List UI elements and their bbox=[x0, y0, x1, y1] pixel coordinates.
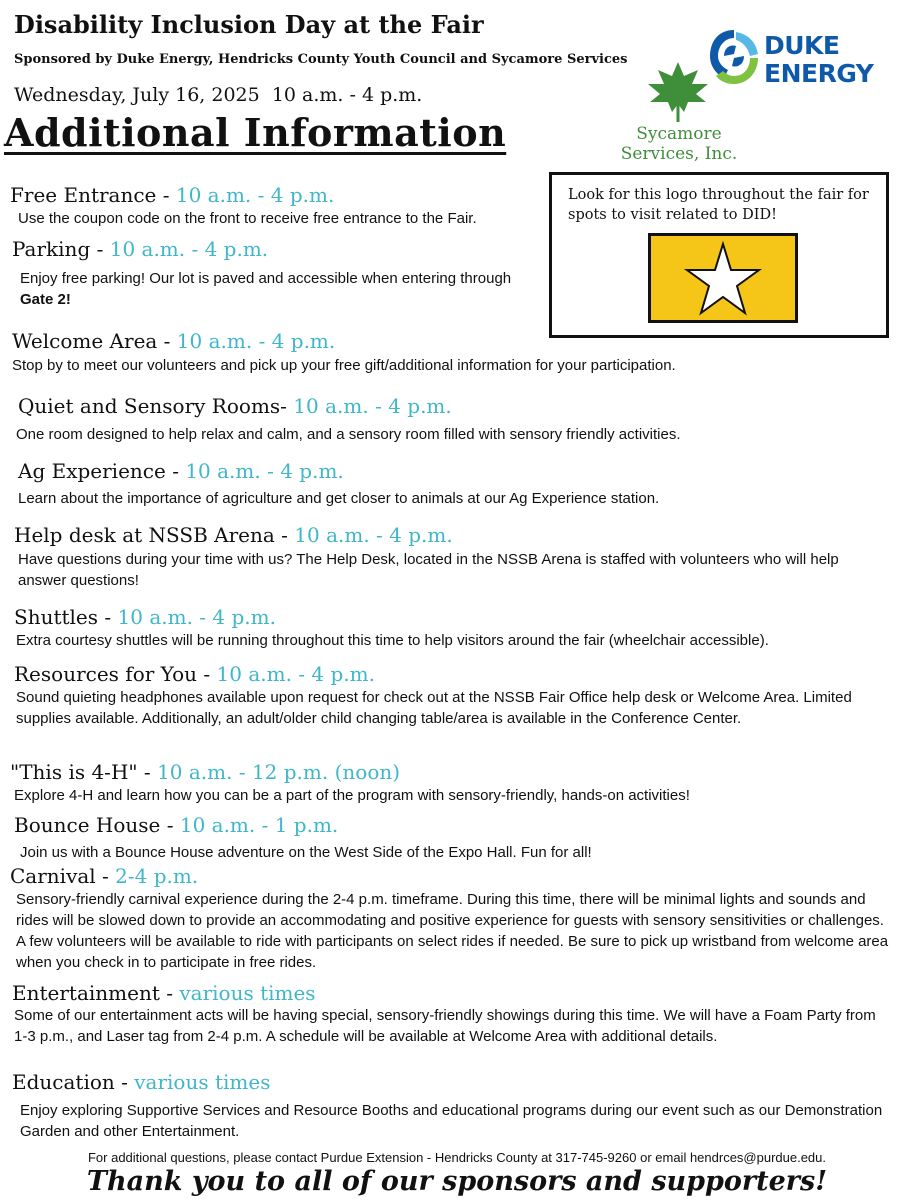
item-desc-carnival: Sensory-friendly carnival experience during the 2-4 p.m. timeframe. During this time, there will be minimal lights and sounds and rides will be slowed down to provide an accommodating and positive experience for guests with sensory sensitivities or challenges. A few volunteers will be available to ride with participants on select rides if needed. Be sure to pick up wristband from welcome area when you check in to participate in free rides. bbox=[16, 891, 889, 971]
item-heading-this-is-4h bbox=[10, 760, 400, 784]
item-heading-bounce-house bbox=[14, 813, 338, 837]
star-icon bbox=[651, 236, 795, 320]
item-desc-quiet-rooms: One room designed to help relax and calm, and a sensory room filled with sensory friendly activities. bbox=[16, 426, 681, 443]
item-name: Help desk at NSSB Arena - bbox=[14, 523, 295, 547]
item-name: Shuttles - bbox=[14, 605, 118, 629]
item-desc-entertainment: Some of our entertainment acts will be having special, sensory-friendly showings during this time. We will have a Foam Party from 1-3 p.m., and Laser tag from 2-4 p.m. A schedule will be available at Welcome Area with additional details. bbox=[14, 1007, 876, 1045]
item-desc-shuttles: Extra courtesy shuttles will be running throughout this time to help visitors around the fair (wheelchair accessible). bbox=[16, 632, 769, 649]
item-heading-carnival bbox=[10, 864, 198, 888]
item-name: Quiet and Sensory Rooms- bbox=[18, 394, 294, 418]
item-time: various times bbox=[179, 981, 316, 1005]
sycamore-services-logo bbox=[590, 60, 760, 166]
item-time: 10 a.m. - 4 p.m. bbox=[294, 523, 453, 547]
item-heading-quiet-rooms bbox=[18, 394, 452, 418]
item-desc-resources: Sound quieting headphones available upon request for check out at the NSSB Fair Office help desk or Welcome Area. Limited supplies available. Additionally, an adult/older child changing table/area is available in the Conference Center. bbox=[16, 689, 852, 727]
item-name: Education - bbox=[12, 1070, 135, 1094]
thank-you-line: Thank you to all of our sponsors and supporters! bbox=[86, 1166, 828, 1197]
item-desc-parking bbox=[20, 268, 520, 310]
item-desc-this-is-4h: Explore 4-H and learn how you can be a part of the program with sensory-friendly, hands-on activities! bbox=[14, 787, 690, 804]
item-time: 10 a.m. - 4 p.m. bbox=[216, 662, 375, 686]
event-date: Wednesday, July 16, 2025 bbox=[14, 84, 260, 106]
duke-logo-line2: ENERGY bbox=[764, 59, 874, 88]
item-heading-resources bbox=[14, 662, 375, 686]
section-title: Additional Information bbox=[4, 110, 507, 155]
item-desc-free-entrance: Use the coupon code on the front to receive free entrance to the Fair. bbox=[18, 210, 477, 227]
item-time: 10 a.m. - 4 p.m. bbox=[117, 605, 276, 629]
item-time: 10 a.m. - 12 p.m. (noon) bbox=[157, 760, 401, 784]
item-name: Entertainment - bbox=[12, 981, 180, 1005]
event-date-line bbox=[14, 84, 422, 106]
item-time: 10 a.m. - 4 p.m. bbox=[175, 183, 335, 207]
did-logo bbox=[648, 233, 798, 323]
item-name: Resources for You - bbox=[14, 662, 217, 686]
item-time: 10 a.m. - 4 p.m. bbox=[293, 394, 452, 418]
item-time: 10 a.m. - 1 p.m. bbox=[179, 813, 339, 837]
item-heading-entertainment bbox=[12, 981, 316, 1005]
item-desc-ag-experience: Learn about the importance of agriculture and get closer to animals at our Ag Experience station. bbox=[18, 490, 660, 507]
gate-emphasis: Gate 2! bbox=[20, 291, 71, 308]
item-name: Ag Experience - bbox=[18, 459, 186, 483]
item-name: Welcome Area - bbox=[12, 329, 177, 353]
item-heading-free-entrance bbox=[10, 183, 334, 207]
contact-line: For additional questions, please contact Purdue Extension - Hendricks County at 317-745-9260 or email hendrces@purdue.edu. bbox=[87, 1150, 827, 1165]
item-name: "This is 4-H" - bbox=[10, 760, 158, 784]
item-name: Carnival - bbox=[10, 864, 116, 888]
item-desc-bounce-house: Join us with a Bounce House adventure on the West Side of the Expo Hall. Fun for all! bbox=[20, 844, 592, 861]
item-desc-education: Enjoy exploring Supportive Services and Resource Booths and educational programs during our event such as our Demonstration Garden and other Entertainment. bbox=[20, 1102, 883, 1140]
logo-note-text: Look for this logo throughout the fair for spots to visit related to DID! bbox=[568, 187, 869, 223]
item-name: Free Entrance - bbox=[10, 183, 176, 207]
item-name: Bounce House - bbox=[14, 813, 180, 837]
item-heading-education bbox=[12, 1070, 270, 1094]
item-heading-welcome-area bbox=[12, 329, 335, 353]
item-desc-help-desk: Have questions during your time with us? The Help Desk, located in the NSSB Arena is staffed with volunteers who will help answer questions! bbox=[18, 551, 839, 589]
sycamore-logo-line2: Services, Inc. bbox=[620, 144, 738, 164]
event-time: 10 a.m. - 4 p.m. bbox=[271, 84, 423, 106]
item-time: various times bbox=[134, 1070, 271, 1094]
item-desc-welcome-area: Stop by to meet our volunteers and pick up your free gift/additional information for your participation. bbox=[12, 357, 676, 374]
item-heading-help-desk bbox=[14, 523, 453, 547]
sycamore-leaf-icon bbox=[590, 60, 760, 124]
duke-logo-line1: DUKE bbox=[764, 31, 840, 60]
item-time: 2-4 p.m. bbox=[115, 864, 199, 888]
item-time: 10 a.m. - 4 p.m. bbox=[185, 459, 344, 483]
item-time: 10 a.m. - 4 p.m. bbox=[176, 329, 336, 353]
item-heading-parking bbox=[12, 237, 268, 261]
item-heading-shuttles bbox=[14, 605, 276, 629]
item-heading-ag-experience bbox=[18, 459, 344, 483]
item-time: 10 a.m. - 4 p.m. bbox=[109, 237, 269, 261]
sponsor-line: Sponsored by Duke Energy, Hendricks County Youth Council and Sycamore Services bbox=[14, 52, 628, 67]
sycamore-logo-line1: Sycamore bbox=[636, 124, 722, 144]
flyer-title: Disability Inclusion Day at the Fair bbox=[14, 10, 484, 39]
item-desc-text: Enjoy free parking! Our lot is paved and accessible when entering through bbox=[20, 270, 512, 287]
logo-note-box bbox=[549, 172, 889, 338]
item-name: Parking - bbox=[12, 237, 110, 261]
